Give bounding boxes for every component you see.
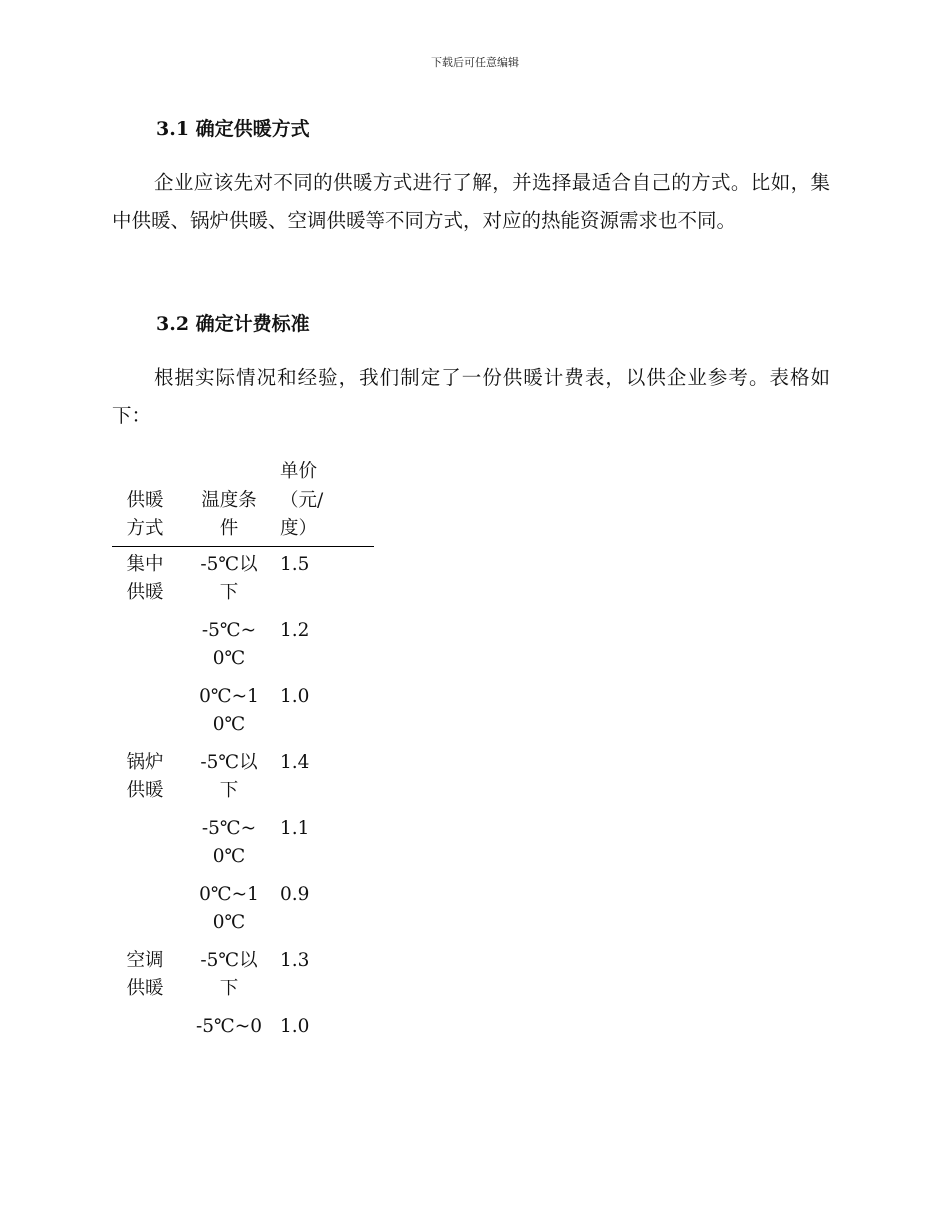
cell-price: 1.4	[280, 751, 310, 773]
cell-method	[112, 877, 178, 943]
cell-condition: 0℃~10℃	[199, 883, 259, 933]
cell-price: 0.9	[280, 883, 310, 905]
cell-condition: 0℃~10℃	[199, 685, 259, 735]
section-heading-3-1: 3.1 确定供暖方式	[156, 118, 310, 140]
cell-condition: -5℃~0℃	[201, 817, 257, 867]
section-3-2-paragraph: 根据实际情况和经验，我们制定了一份供暖计费表，以供企业参考。表格如下：	[112, 366, 830, 427]
cell-method	[112, 679, 178, 745]
cell-method: 空调供暖	[126, 949, 164, 999]
cell-price: 1.1	[280, 817, 310, 839]
table-row	[112, 877, 374, 943]
section-3-1-paragraph: 企业应该先对不同的供暖方式进行了解，并选择最适合自己的方式。比如，集中供暖、锅炉供暖、空调供暖等不同方式，对应的热能资源需求也不同。	[112, 171, 830, 232]
table-row	[112, 613, 374, 679]
cell-method: 集中供暖	[126, 553, 164, 603]
cell-condition: -5℃~0℃	[201, 619, 257, 669]
table-row	[112, 745, 374, 811]
cell-price: 1.5	[280, 553, 310, 575]
cell-condition: -5℃以下	[200, 949, 258, 999]
cell-method: 锅炉供暖	[126, 751, 164, 801]
table-row	[112, 546, 374, 613]
cell-condition: -5℃以下	[200, 751, 258, 801]
section-heading-3-2: 3.2 确定计费标准	[156, 313, 310, 335]
cell-method	[112, 811, 178, 877]
cell-condition: -5℃以下	[200, 553, 258, 603]
cell-condition: -5℃~0	[196, 1015, 262, 1037]
cell-method	[112, 613, 178, 679]
cell-method	[112, 1009, 178, 1047]
heating-fee-table	[112, 458, 374, 1046]
table-row	[112, 679, 374, 745]
table-row	[112, 1009, 374, 1047]
page-header: 下载后可任意编辑	[431, 56, 519, 69]
table-row	[112, 943, 374, 1009]
cell-price: 1.2	[280, 619, 310, 641]
cell-price: 1.3	[280, 949, 310, 971]
header-unit-price: 单价（元/度）	[274, 458, 374, 546]
header-temperature-condition: 温度条件	[178, 458, 274, 546]
cell-price: 1.0	[280, 1015, 310, 1037]
header-heating-method: 供暖方式	[112, 458, 178, 546]
table-header-row	[112, 458, 374, 546]
table-row	[112, 811, 374, 877]
cell-price: 1.0	[280, 685, 310, 707]
